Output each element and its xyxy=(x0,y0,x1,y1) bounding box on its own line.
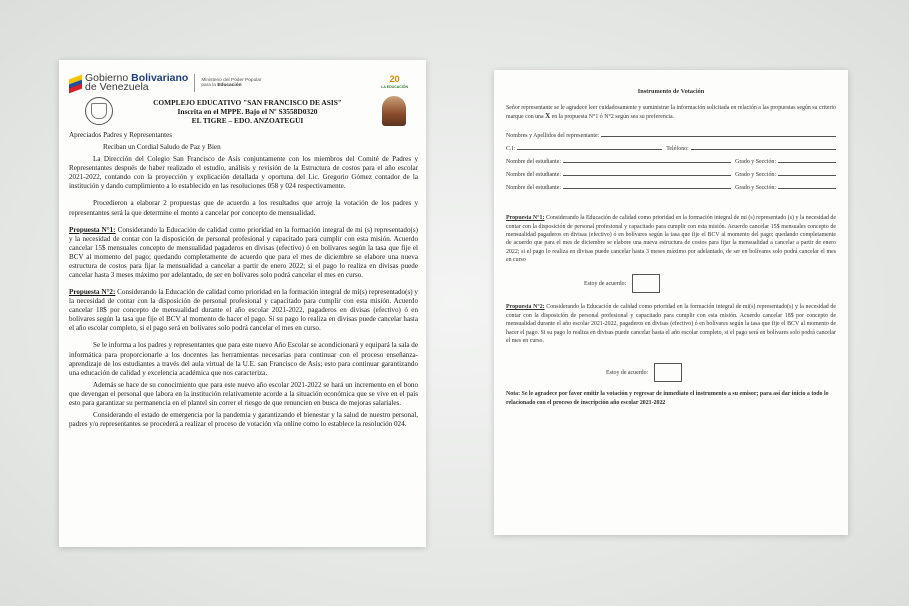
agree-checkbox-proposal-1[interactable] xyxy=(632,274,660,293)
phone-field[interactable] xyxy=(691,143,836,150)
proposal-2 xyxy=(69,288,418,333)
agree-row-1: Estoy de acuerdo: xyxy=(584,274,836,293)
ministry-label: Ministerio del Poder Popular para la Educación xyxy=(201,77,262,88)
greeting: Apreciados Padres y Representantes xyxy=(69,131,173,139)
paragraph-intro: La Dirección del Colegio San Francisco de Asís conjuntamente con los miembros del Comité de Padres y Representantes después de haber realizado el estudio, análisis y revisión de la Estructura de costos para el año escolar 2021-2022, contando con la proyección y explicación detallada y oportuna del Lic. Gregorio Gómez contador de la institución y dando cumplimiento a lo establecido en las resoluciones 058 y 024 respectivamente. xyxy=(69,155,418,191)
voting-form-page xyxy=(494,70,848,535)
government-logo: Gobierno Bolivariano de Venezuela xyxy=(85,72,189,93)
letter-header xyxy=(69,72,418,94)
student-name-field[interactable] xyxy=(563,169,731,176)
ci-field[interactable] xyxy=(517,143,662,150)
school-name: COMPLEJO EDUCATIVO "SAN FRANCISCO DE ASIS" xyxy=(153,97,342,107)
form-proposal-1 xyxy=(506,214,836,264)
agree-row-2: Estoy de acuerdo: xyxy=(606,363,836,382)
proposal-1-label: Propuesta N°1: xyxy=(69,225,116,234)
student-name-field[interactable] xyxy=(563,182,731,189)
form-note: Nota: Se le agradece por favor emitir la votación y regresar de inmediato el instrumento a su emisor; para así dar inicio a todo lo relacionado con el proceso de inscripción año escolar 2021-2022 xyxy=(506,391,829,406)
form-title: Instrumento de Votación xyxy=(637,88,705,95)
grade-field[interactable] xyxy=(778,169,836,176)
proposal-1 xyxy=(69,226,418,280)
student-row: Nombre del estudiante: Grado y Sección: xyxy=(506,169,836,179)
paragraph-informatics: Se le informa a los padres y representantes que para este nuevo Año Escolar se acondicionará y equipará la sala de informática para proporcionarle a los docentes las herramientas necesarias para continuar con el proceso enseñanza-aprendizaje de los estudiantes a través del aula virtual de la U.E. san Francisco de Asís; esto para continuar garantizando una educación de calidad y excelencia académica que nos caracteriza. xyxy=(69,341,418,377)
student-row: Nombre del estudiante: Grado y Sección: xyxy=(506,156,836,166)
ci-phone-row: C.I: Teléfono: xyxy=(506,143,836,153)
form-proposal-1-label: Propuesta N°1: xyxy=(506,215,545,222)
form-proposal-2-label: Propuesta N°2: xyxy=(506,304,545,311)
form-proposal-2 xyxy=(506,303,836,345)
letter-page xyxy=(59,60,426,547)
paragraph-voting: Considerando el estado de emergencia por la pandemia y garantizando el bienestar y la salud de nuestro personal, padres y/o representantes se procederá a realizar el proceso de votación vía online como lo establece la resolución 024. xyxy=(69,411,418,429)
school-title xyxy=(121,98,374,125)
grade-field[interactable] xyxy=(778,182,836,189)
venezuela-flag-icon xyxy=(69,76,82,90)
form-intro: Señor representante se le agradece leer cuidadosamente y suministrar la información solicitada en relación a las propuestas según su criterio marque con una X en la propuesta N°1 ó N°2 según sea su preferencia. xyxy=(506,104,836,121)
agree-checkbox-proposal-2[interactable] xyxy=(654,363,682,382)
proposal-1-text: Considerando la Educación de calidad como prioridad en la formación integral de mi (s) representado(s) y la necesidad de contar con la disposición de personal profesional y capacitado para cumplir con esta misión. Acuerdo cancelar 15$ mensuales concepto de mensualidad pagaderos en divisas (efectivo) ó en bolívares según la tasa que fije el BCV al momento del pago; quedando completamente de acuerdo que para el mes de diciembre se elabore una nueva estructura de costos para fijar la mensualidad a cancelar a partir de enero 2022; si el pago lo realiza en divisas puede cancelar hasta 3 meses máximo por adelantado, de ser en bolívares solo podrá cancelar el mes en curso. xyxy=(69,225,418,280)
paragraph-proposals: Procedieron a elaborar 2 propuestas que de acuerdo a los resultados que arroje la votación de los padres y representantes será la que determine el monto a cancelar por concepto de mensualidad. xyxy=(69,199,418,217)
student-name-field[interactable] xyxy=(563,156,731,163)
school-header xyxy=(69,96,418,126)
school-seal-icon xyxy=(85,97,113,125)
proposal-2-text: Considerando la Educación de calidad como prioridad en la formación integral de mi(s) representado(s) y la necesidad de contar con la disposición de personal profesional y capacitado para cumplir con esta misión. Acuerdo cancelar 18$ por concepto de mensualidad durante el año escolar 2021-2022, pagaderos en divisas (efectivo) ó en bolívares según la tasa que fije el BCV al momento de hacer el pago. Si su pago lo realiza en divisas puede cancelar hasta el año escolar completo, si el pago será en bolívares solo podrá cancelar el mes en curso. xyxy=(69,288,418,333)
greeting-salutation: Reciban un Cordial Saludo de Paz y Bien xyxy=(103,143,221,152)
form-proposal-2-text: Considerando la Educación de calidad como prioridad en la formación integral de mi(s) representado(s) y la necesidad de contar con la disposición de personal profesional y capacitado para cumplir con esta misión. Acuerdo cancelar 18$ por concepto de mensualidad durante el año escolar 2021-2022, pagaderos en divisas (efectivo) ó en bolívares según la tasa que fije el BCV al momento de hacer el pago. Si su pago lo realiza en divisas puede cancelar hasta el año escolar completo, si el pago será en bolívares solo podrá cancelar el mes en curso. xyxy=(506,304,836,344)
education-logo: 20 LA EDUCACIÓN xyxy=(381,74,408,89)
grade-field[interactable] xyxy=(778,156,836,163)
school-city: EL TIGRE – EDO. ANZOATEGUI xyxy=(191,115,304,125)
paragraph-bonus: Además se hace de su conocimiento que para este nuevo año escolar 2021-2022 se hará un incremento en el bono que devengan el personal que labora en la institución relativamente acorde a la situación económica que se vive en el país esto para garantizar su permanencia en el plantel sin correr el riesgo de que renuncien en busca de mejoras salariales. xyxy=(69,380,418,407)
student-row: Nombre del estudiante: Grado y Sección: xyxy=(506,182,836,192)
header-divider xyxy=(194,74,195,92)
saint-image-icon xyxy=(382,96,406,126)
school-registry: Inscrita en el MPPE. Bajo el Nº S3558D0320 xyxy=(177,106,318,116)
representative-name-row: Nombres y Apellidos del representante: xyxy=(506,130,836,140)
representative-name-field[interactable] xyxy=(601,130,836,137)
form-proposal-1-text: Considerando la Educación de calidad como prioridad en la formación integral de mi (s) representado (s) y la necesidad de contar con la disposición de personal profesional y capacitado para cumplir con esta misión. Acuerdo cancelar 15$ mensuales concepto de mensualidad pagaderos en divisas (efectivo) ó en bolívares según la tasa que fije el BCV al momento del pago; quedando completamente de acuerdo que para el mes de diciembre se elabore una nueva estructura de costos para fijar la mensualidad a cancelar a partir de enero 2022; si el pago lo realiza en divisas puede cancelar hasta 3 meses máximo por adelantado, de ser en bolívares solo podrá cancelar el mes en curso xyxy=(506,215,836,263)
proposal-2-label: Propuesta N°2: xyxy=(69,288,116,297)
